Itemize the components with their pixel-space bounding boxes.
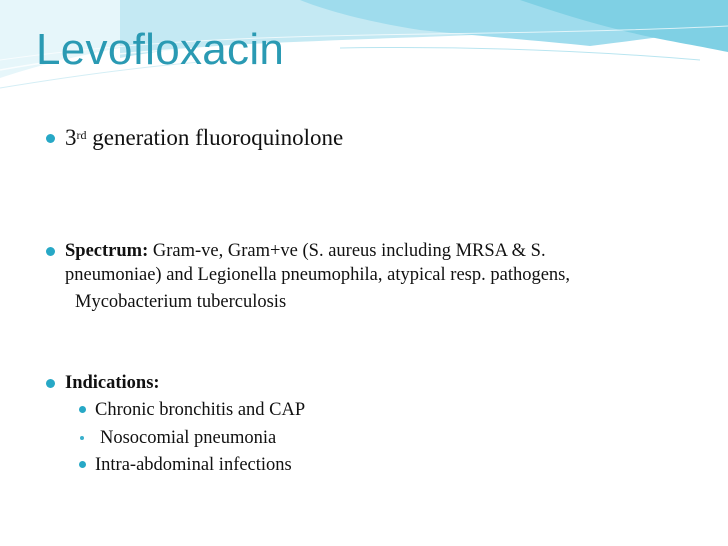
spectrum-text-1: Gram-ve, Gram+ve (S. aureus including MRSA & S. (148, 241, 546, 261)
spectrum-line-2: pneumoniae) and Legionella pneumophila, atypical resp. pathogens, (65, 265, 570, 285)
spectrum-label: Spectrum: (65, 241, 149, 261)
generation-number: 3 (65, 125, 77, 150)
spectrum-line-3: Mycobacterium tuberculosis (75, 292, 287, 312)
generation-suffix: rd (76, 128, 87, 142)
indications-label: Indications: (65, 373, 160, 393)
spectrum-line-1 (65, 238, 546, 264)
indication-item: Nosocomial pneumonia (100, 428, 277, 448)
sub-bullet-icon (80, 436, 84, 440)
bullet-icon (46, 134, 55, 143)
generation-text: generation fluoroquinolone (86, 125, 344, 150)
sub-bullet-icon (79, 406, 86, 413)
bullet-generation (65, 124, 343, 152)
indication-item: Chronic bronchitis and CAP (95, 400, 306, 420)
indication-item: Intra-abdominal infections (95, 455, 292, 475)
indications-heading (65, 370, 160, 396)
bullet-icon (46, 247, 55, 256)
sub-bullet-icon (79, 461, 86, 468)
bullet-icon (46, 379, 55, 388)
slide-title: Levofloxacin (36, 25, 285, 74)
